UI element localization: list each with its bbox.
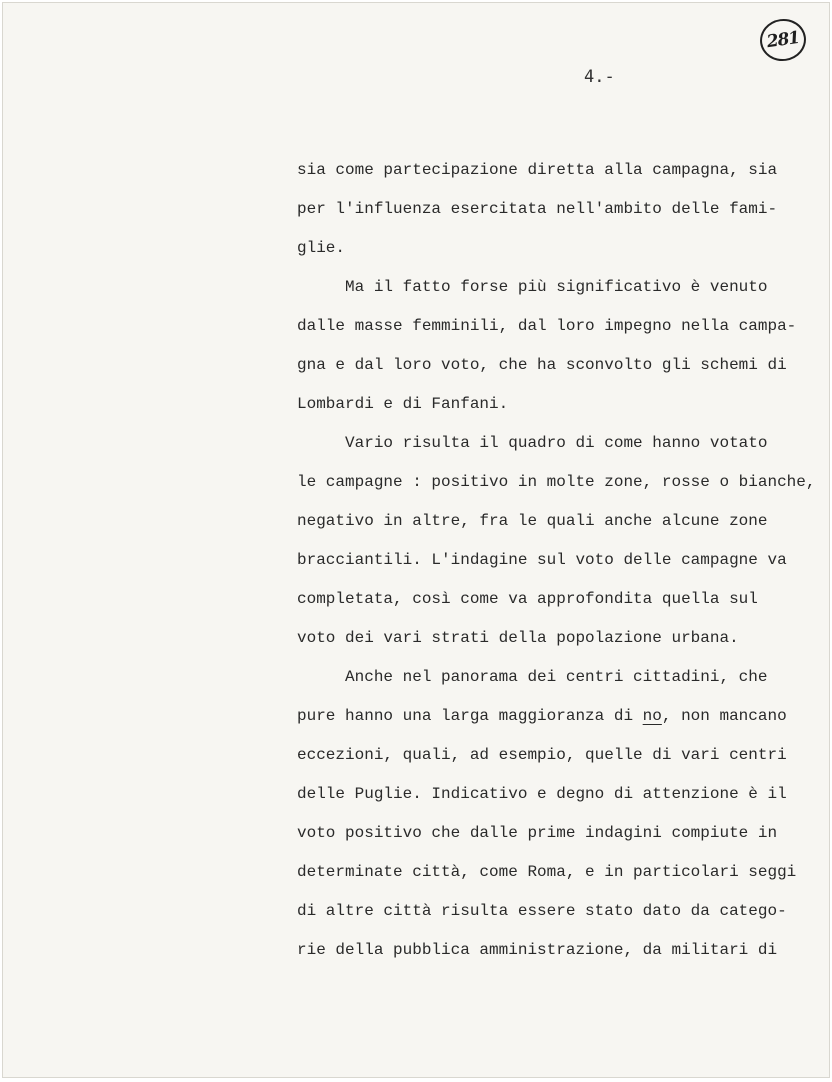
text-line: Anche nel panorama dei centri cittadini, che — [297, 668, 768, 686]
body-text — [297, 151, 817, 970]
text-line: delle Puglie. Indicativo e degno di attenzione è il — [297, 785, 787, 803]
underlined-word: no — [642, 707, 662, 725]
text-line: rie della pubblica amministrazione, da militari di — [297, 941, 778, 959]
archive-stamp: 281 — [757, 16, 808, 64]
text-line: determinate città, come Roma, e in particolari seggi — [297, 863, 797, 881]
text-line: voto positivo che dalle prime indagini compiute in — [297, 824, 778, 842]
text-line: bracciantili. L'indagine sul voto delle campagne va — [297, 551, 787, 569]
text-line: voto dei vari strati della popolazione urbana. — [297, 629, 739, 647]
text-line: di altre città risulta essere stato dato da catego- — [297, 902, 787, 920]
text-line: Vario risulta il quadro di come hanno votato — [297, 434, 768, 452]
text-line: eccezioni, quali, ad esempio, quelle di vari centri — [297, 746, 787, 764]
document-page — [2, 2, 830, 1078]
text-line: glie. — [297, 239, 346, 257]
text-line: per l'influenza esercitata nell'ambito delle fami- — [297, 200, 778, 218]
text-line: Lombardi e di Fanfani. — [297, 395, 509, 413]
text-line-start: pure hanno una larga maggioranza di — [297, 707, 643, 725]
text-line-end: , non mancano — [661, 707, 787, 725]
text-line: negativo in altre, fra le quali anche alcune zone — [297, 512, 768, 530]
text-line: sia come partecipazione diretta alla campagna, sia — [297, 161, 778, 179]
text-line: le campagne : positivo in molte zone, rosse o bianche, — [297, 473, 816, 491]
text-line — [297, 697, 817, 736]
text-line: dalle masse femminili, dal loro impegno nella campa- — [297, 317, 797, 335]
page-number: 4.- — [584, 67, 615, 87]
text-line: gna e dal loro voto, che ha sconvolto gli schemi di — [297, 356, 787, 374]
text-line: Ma il fatto forse più significativo è venuto — [297, 278, 768, 296]
text-line: completata, così come va approfondita quella sul — [297, 590, 758, 608]
